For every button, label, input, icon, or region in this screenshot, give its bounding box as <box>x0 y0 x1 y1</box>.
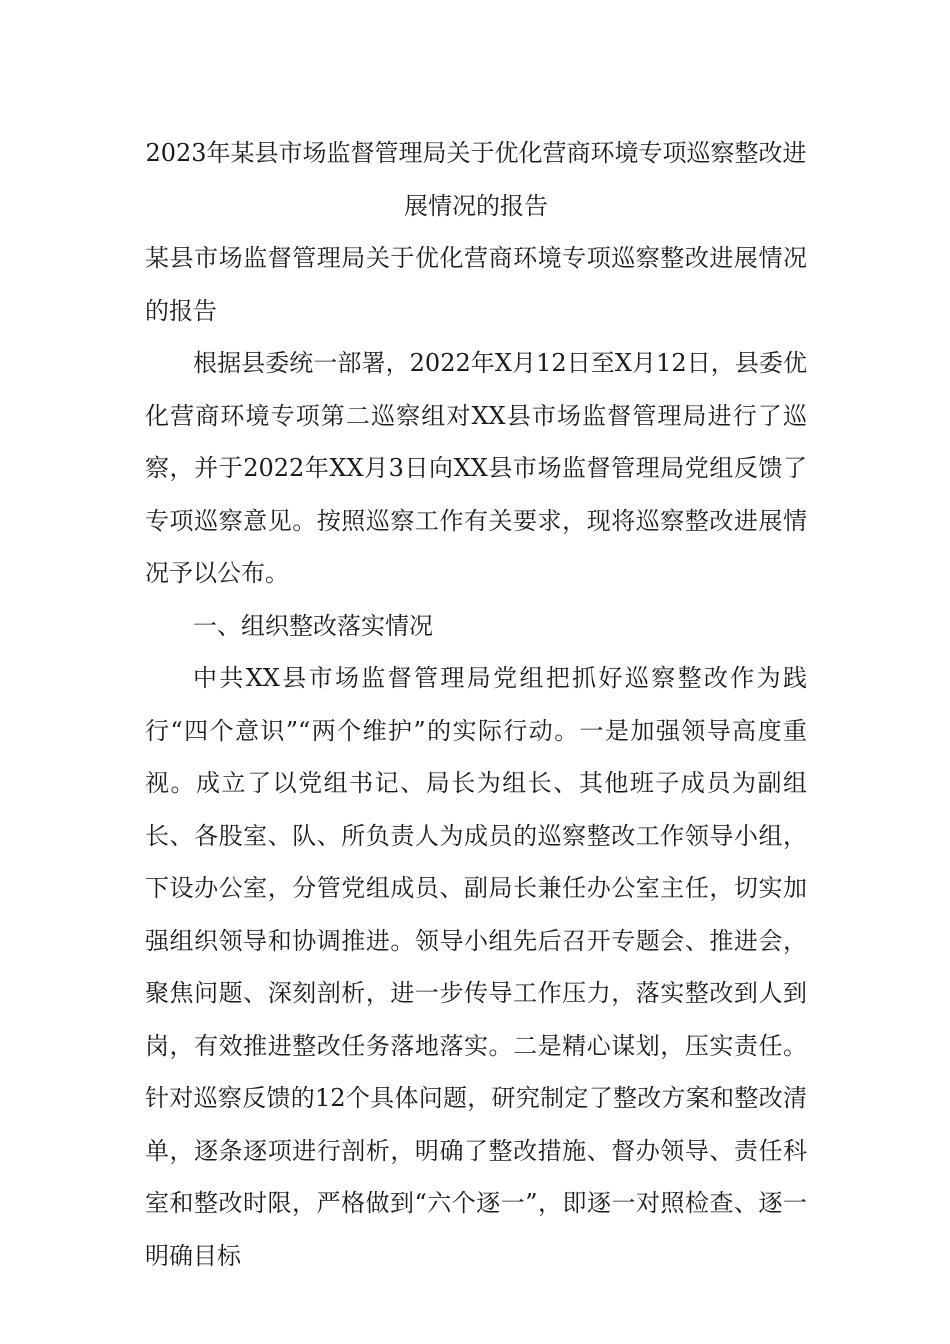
document-body <box>145 127 807 1282</box>
section-heading: 一、组织整改落实情况 <box>193 611 433 640</box>
intro-paragraph: 根据县委统一部署，2022年X月12日至X月12日，县委优化营商环境专项第二巡察组对XX县市场监督管理局进行了巡察，并于2022年XX月3日向XX县市场监督管理局党组反馈了专项巡察意见。按照巡察工作有关要求，现将巡察整改进展情况予以公布。 <box>145 349 807 587</box>
document-title: 2023年某县市场监督管理局关于优化营商环境专项巡察整改进展情况的报告 <box>145 139 807 220</box>
document-subtitle: 某县市场监督管理局关于优化营商环境专项巡察整改进展情况的报告 <box>145 244 807 325</box>
body-paragraph: 中共XX县市场监督管理局党组把抓好巡察整改作为践行“四个意识”“两个维护”的实际行动。一是加强领导高度重视。成立了以党组书记、局长为组长、其他班子成员为副组长、各股室、队、所负责人为成员的巡察整改工作领导小组，下设办公室，分管党组成员、副局长兼任办公室主任，切实加强组织领导和协调推进。领导小组先后召开专题会、推进会，聚焦问题、深刻剖析，进一步传导工作压力，落实整改到人到岗，有效推进整改任务落地落实。二是精心谋划，压实责任。针对巡察反馈的12个具体问题，研究制定了整改方案和整改清单，逐条逐项进行剖析，明确了整改措施、督办领导、责任科室和整改时限，严格做到“六个逐一”，即逐一对照检查、逐一明确目标 <box>145 664 807 1270</box>
